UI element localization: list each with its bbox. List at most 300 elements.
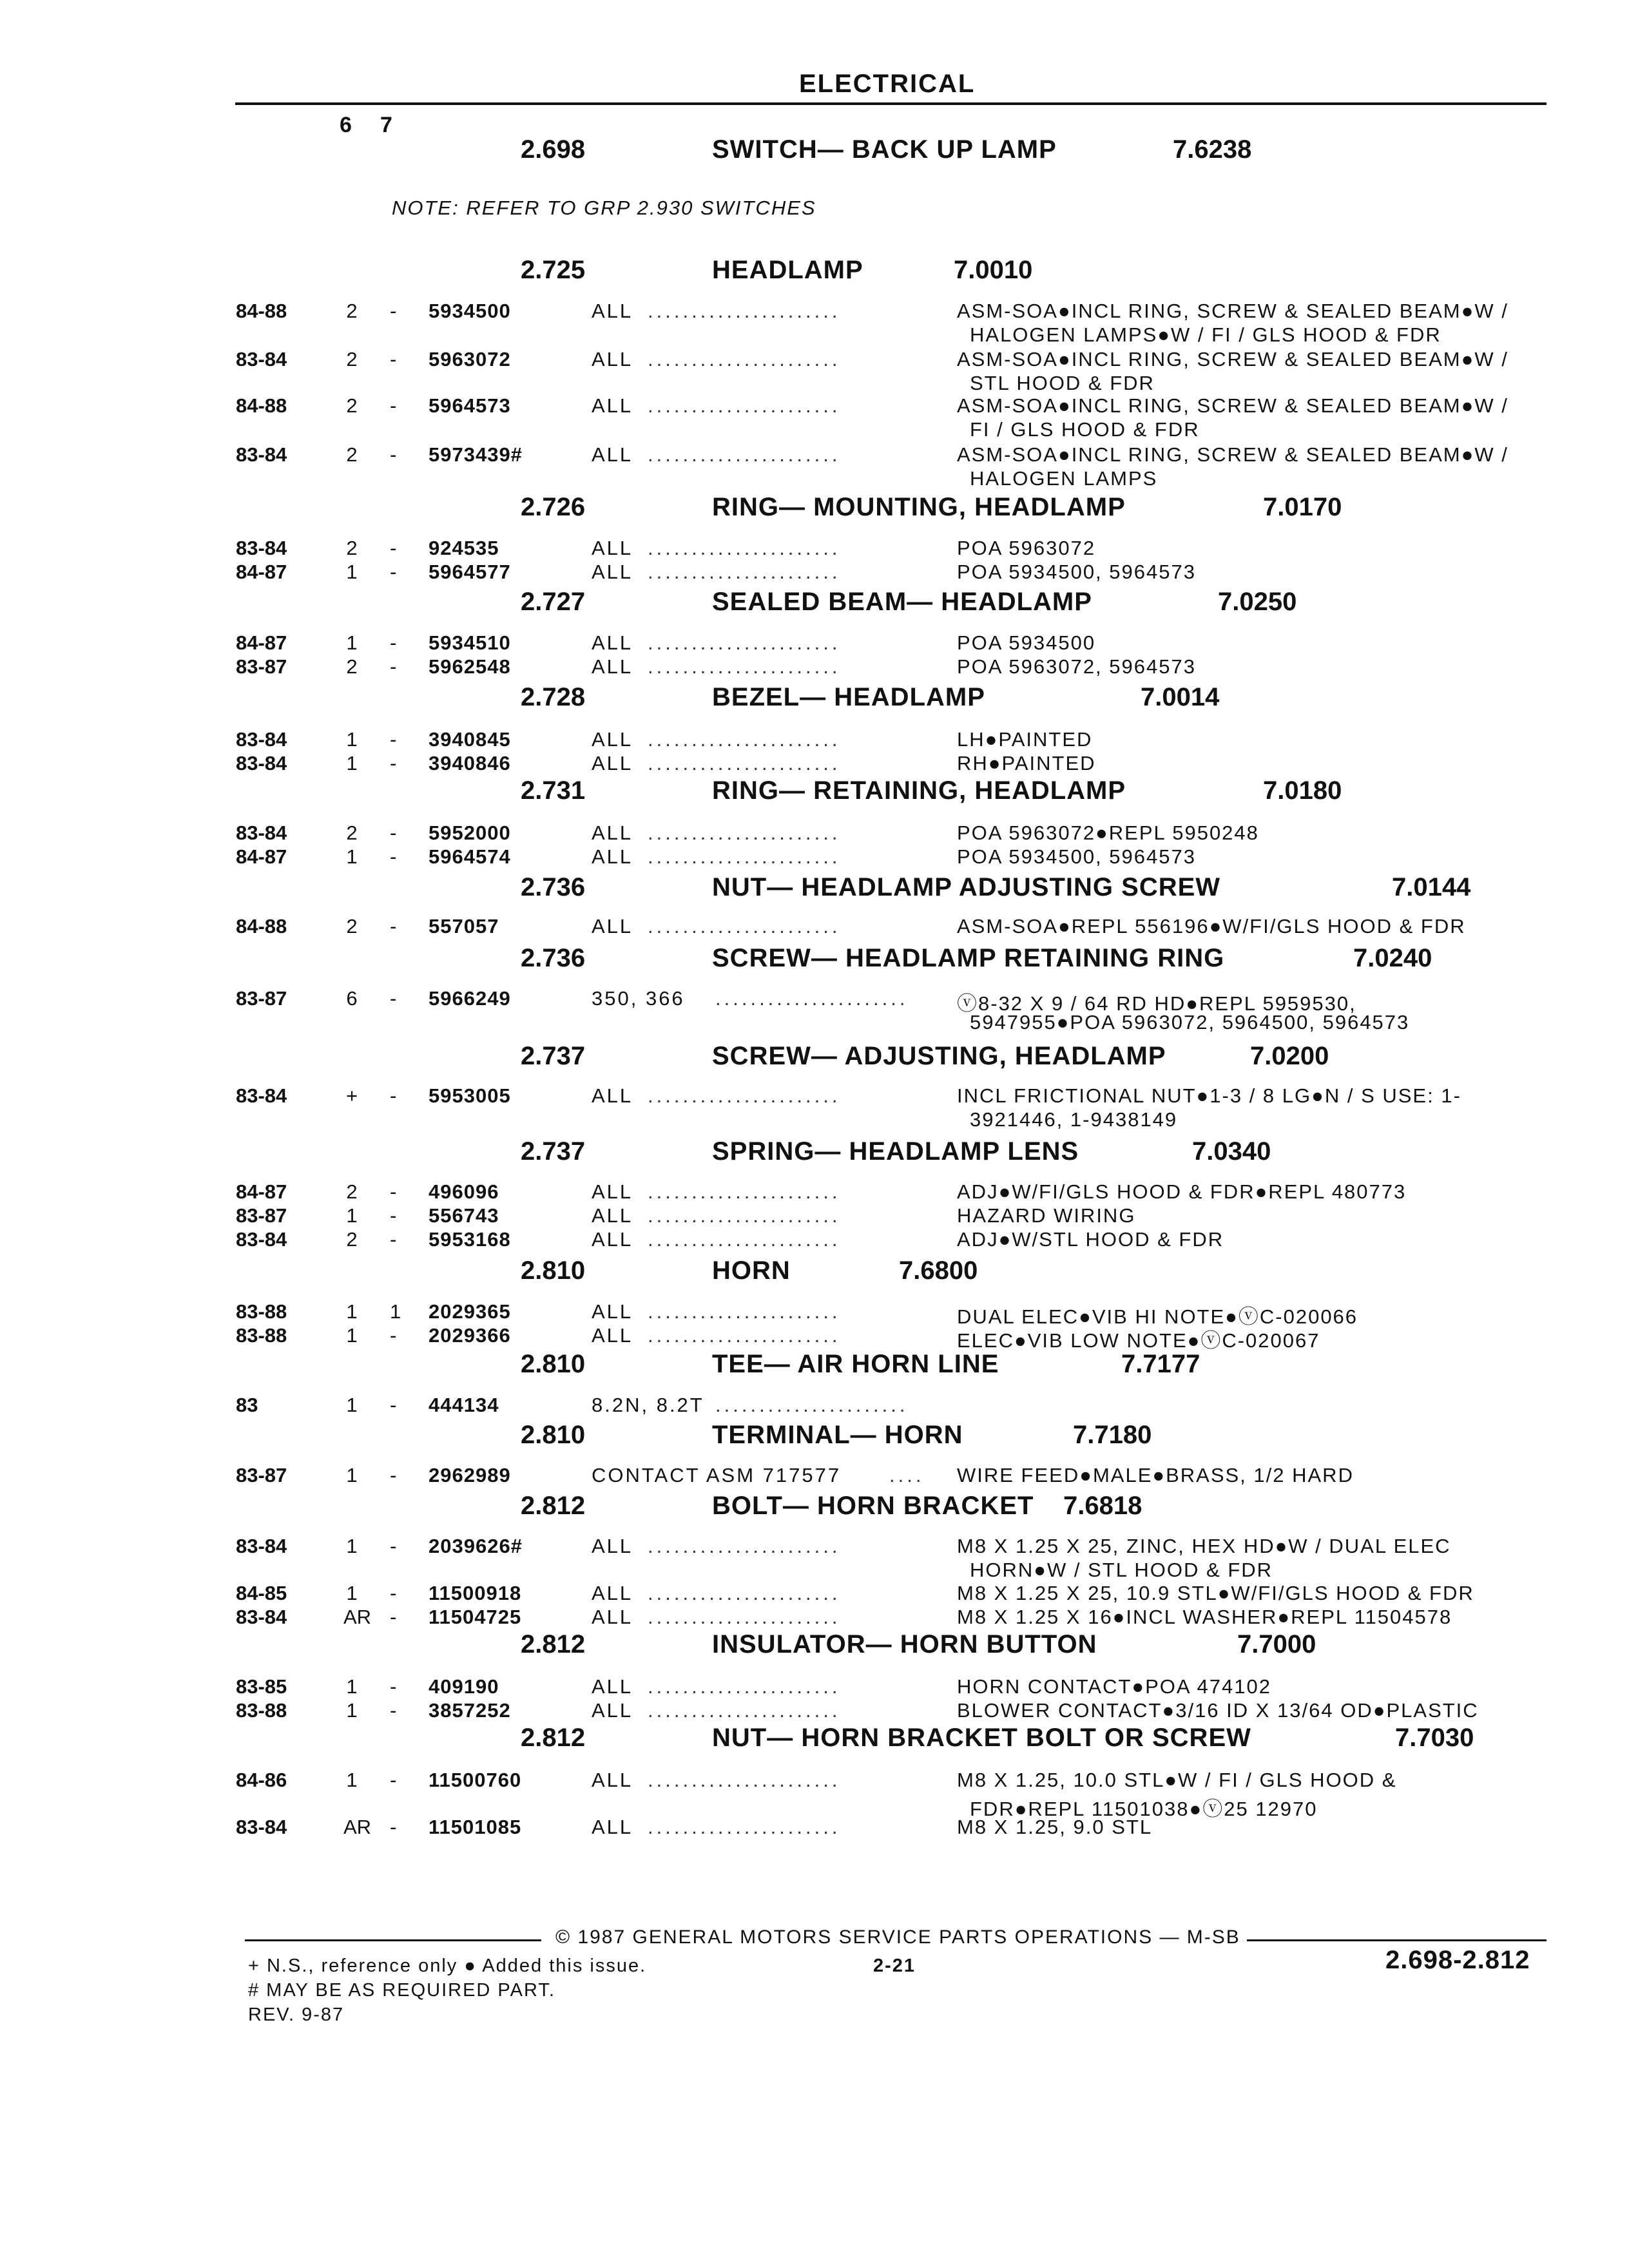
part-row: [0, 300, 1629, 346]
group-number: 2.737: [521, 1137, 586, 1166]
model-applicability: ALL: [592, 1769, 633, 1791]
quantity-alt: -: [390, 1464, 397, 1486]
part-number: 924535: [429, 537, 499, 559]
section-note: NOTE: REFER TO GRP 2.930 SWITCHES: [392, 197, 816, 219]
model-applicability: ALL: [592, 300, 633, 322]
remark-continued: HORN●W / STL HOOD & FDR: [970, 1559, 1273, 1581]
remark: POA 5934500: [957, 631, 1096, 654]
quantity: 1: [346, 752, 358, 774]
quantity: 2: [346, 655, 358, 678]
remark-continued: FDR●REPL 11501038●ⓥ25 12970: [970, 1798, 1318, 1820]
part-row: [0, 443, 1629, 490]
part-number: 11500760: [429, 1769, 522, 1791]
remark: HAZARD WIRING: [957, 1204, 1136, 1227]
footer-copyright: © 1987 GENERAL MOTORS SERVICE PARTS OPERATIONS — M-SB: [555, 1927, 1240, 1948]
part-row: [0, 987, 1629, 1033]
part-row: [0, 394, 1629, 441]
section-header: [0, 1724, 1629, 1756]
quantity: 1: [346, 728, 358, 751]
part-number: 5962548: [429, 655, 511, 678]
dot-leader: ......................: [648, 728, 841, 751]
group-code: 7.0250: [1218, 588, 1297, 616]
quantity: 2: [346, 443, 358, 466]
part-number: 5934500: [429, 300, 511, 322]
dot-leader: ......................: [648, 845, 841, 868]
part-number: 496096: [429, 1180, 499, 1203]
model-years: 84-87: [236, 1180, 287, 1203]
section-header: [0, 135, 1629, 168]
group-number: 2.736: [521, 944, 586, 972]
remark-continued: 3921446, 1-9438149: [970, 1108, 1178, 1131]
quantity-alt: -: [390, 1535, 397, 1557]
quantity-alt: -: [390, 631, 397, 654]
part-number: 5964574: [429, 845, 511, 868]
dot-leader: ......................: [648, 300, 841, 322]
group-code: 7.0170: [1263, 493, 1342, 521]
quantity: +: [345, 1084, 358, 1107]
dot-leader: ......................: [648, 1816, 841, 1838]
dot-leader: ......................: [648, 1582, 841, 1604]
page-header: [0, 0, 1629, 137]
part-row: [0, 915, 1629, 941]
dot-leader: ......................: [648, 1324, 841, 1347]
quantity: 1: [346, 1464, 358, 1486]
part-description: NUT— HEADLAMP ADJUSTING SCREW: [712, 873, 1221, 901]
part-description: HEADLAMP: [712, 256, 863, 284]
part-number: 557057: [429, 915, 499, 937]
part-row: [0, 1394, 1629, 1419]
quantity: 2: [346, 822, 358, 844]
section-header: [0, 256, 1629, 288]
footer-legend-as-required: # MAY BE AS REQUIRED PART.: [248, 1980, 555, 2001]
part-row: [0, 1300, 1629, 1326]
group-number: 2.810: [521, 1350, 586, 1378]
quantity: 6: [346, 987, 358, 1010]
header-rule: [235, 102, 1547, 105]
model-years: 83-84: [236, 728, 287, 751]
model-years: 83-84: [236, 822, 287, 844]
quantity: AR: [343, 1816, 372, 1838]
dot-leader: ......................: [648, 561, 841, 583]
group-code: 7.0200: [1250, 1042, 1329, 1070]
quantity: 1: [346, 1769, 358, 1791]
section-header: [0, 588, 1629, 620]
part-description: HORN: [712, 1256, 791, 1285]
section-header: [0, 1256, 1629, 1289]
remark-continued: FI / GLS HOOD & FDR: [970, 418, 1200, 441]
model-years: 83-84: [236, 1535, 287, 1557]
quantity: 1: [346, 631, 358, 654]
model-applicability: ALL: [592, 394, 633, 417]
quantity-alt: -: [390, 728, 397, 751]
part-description: SWITCH— BACK UP LAMP: [712, 135, 1057, 164]
dot-leader: ......................: [648, 631, 841, 654]
quantity-alt: -: [390, 1606, 397, 1628]
group-code: 7.7000: [1237, 1630, 1316, 1658]
model-applicability: ALL: [592, 537, 633, 559]
group-code: 7.6238: [1173, 135, 1252, 164]
group-number: 2.731: [521, 776, 586, 805]
part-row: [0, 537, 1629, 562]
model-years: 84-87: [236, 845, 287, 868]
part-number: 3857252: [429, 1699, 511, 1722]
model-years: 83-84: [236, 1606, 287, 1628]
model-applicability: ALL: [592, 845, 633, 868]
part-row: [0, 1606, 1629, 1631]
model-years: 83-85: [236, 1675, 287, 1698]
remark: POA 5963072●REPL 5950248: [957, 822, 1259, 844]
model-years: 83-87: [236, 987, 287, 1010]
quantity-alt: -: [390, 1582, 397, 1604]
quantity: 1: [346, 845, 358, 868]
part-number: 5966249: [429, 987, 511, 1010]
group-code: 7.6800: [899, 1256, 978, 1285]
remark: POA 5934500, 5964573: [957, 561, 1196, 583]
model-applicability: ALL: [592, 1816, 633, 1838]
part-row: [0, 1464, 1629, 1490]
section-header: [0, 944, 1629, 976]
part-description: SCREW— ADJUSTING, HEADLAMP: [712, 1042, 1166, 1070]
section-header: [0, 493, 1629, 525]
group-number: 2.725: [521, 256, 586, 284]
part-row: [0, 822, 1629, 847]
quantity: 1: [346, 1394, 358, 1416]
model-years: 84-85: [236, 1582, 287, 1604]
quantity-alt: -: [390, 1816, 397, 1838]
remark: LH●PAINTED: [957, 728, 1093, 751]
column-number-7: 7: [380, 113, 392, 137]
quantity: 2: [346, 348, 358, 370]
quantity: 1: [346, 1324, 358, 1347]
part-row: [0, 728, 1629, 754]
remark: ASM-SOA●REPL 556196●W/FI/GLS HOOD & FDR: [957, 915, 1466, 937]
group-code: 7.0010: [954, 256, 1033, 284]
model-applicability: ALL: [592, 1180, 633, 1203]
part-number: 2029366: [429, 1324, 511, 1347]
group-number: 2.812: [521, 1492, 586, 1520]
remark: ASM-SOA●INCL RING, SCREW & SEALED BEAM●W /: [957, 443, 1509, 466]
quantity-alt: -: [390, 845, 397, 868]
group-number: 2.812: [521, 1630, 586, 1658]
model-applicability: ALL: [592, 443, 633, 466]
model-years: 83-84: [236, 1816, 287, 1838]
quantity-alt: -: [390, 443, 397, 466]
part-number: 5952000: [429, 822, 511, 844]
quantity: 1: [346, 1675, 358, 1698]
section-header: [0, 683, 1629, 715]
model-applicability: ALL: [592, 1228, 633, 1251]
model-years: 83-84: [236, 1084, 287, 1107]
part-number: 11501085: [429, 1816, 522, 1838]
model-years: 84-87: [236, 631, 287, 654]
section-header: [0, 1421, 1629, 1453]
group-number: 2.726: [521, 493, 586, 521]
part-row: [0, 631, 1629, 657]
part-description: TEE— AIR HORN LINE: [712, 1350, 999, 1378]
dot-leader: ......................: [648, 537, 841, 559]
group-code: 7.0180: [1263, 776, 1342, 805]
footer-legend-reference: + N.S., reference only ● Added this issue.: [248, 1956, 647, 1976]
part-description: BEZEL— HEADLAMP: [712, 683, 985, 711]
group-code: 7.7180: [1073, 1421, 1152, 1449]
section-header: [0, 1137, 1629, 1169]
footer-rule-right: [1247, 1939, 1547, 1941]
model-years: 84-88: [236, 394, 287, 417]
remark: ⓥ8-32 X 9 / 64 RD HD●REPL 5959530,: [957, 992, 1356, 1015]
remark: WIRE FEED●MALE●BRASS, 1/2 HARD: [957, 1464, 1354, 1486]
quantity-alt: -: [390, 655, 397, 678]
quantity-alt: -: [390, 987, 397, 1010]
dot-leader: ....: [889, 1464, 925, 1486]
quantity-alt: -: [390, 1394, 397, 1416]
part-row: [0, 1699, 1629, 1725]
quantity-alt: -: [390, 1204, 397, 1227]
part-row: [0, 1816, 1629, 1841]
part-row: [0, 845, 1629, 871]
group-number: 2.728: [521, 683, 586, 711]
model-applicability: ALL: [592, 915, 633, 937]
part-number: 3940846: [429, 752, 511, 774]
part-number: 5964573: [429, 394, 511, 417]
quantity-alt: -: [390, 752, 397, 774]
dot-leader: ......................: [648, 1699, 841, 1722]
quantity-alt: -: [390, 1228, 397, 1251]
model-years: 83-84: [236, 752, 287, 774]
part-row: [0, 1084, 1629, 1131]
remark: ADJ●W/FI/GLS HOOD & FDR●REPL 480773: [957, 1180, 1407, 1203]
dot-leader: ......................: [648, 443, 841, 466]
dot-leader: ......................: [648, 1675, 841, 1698]
section-header: [0, 776, 1629, 809]
part-number: 5973439#: [429, 443, 523, 466]
remark: POA 5963072: [957, 537, 1096, 559]
model-applicability: ALL: [592, 728, 633, 751]
dot-leader: ......................: [648, 752, 841, 774]
dot-leader: ......................: [715, 987, 909, 1010]
part-number: 2039626#: [429, 1535, 523, 1557]
part-number: 2962989: [429, 1464, 511, 1486]
model-applicability: ALL: [592, 1084, 633, 1107]
remark: RH●PAINTED: [957, 752, 1096, 774]
group-code: 7.0014: [1141, 683, 1220, 711]
page-title: ELECTRICAL: [799, 70, 976, 98]
quantity: 2: [346, 1180, 358, 1203]
group-number: 2.810: [521, 1421, 586, 1449]
section-header: [0, 1492, 1629, 1524]
part-description: SPRING— HEADLAMP LENS: [712, 1137, 1079, 1166]
model-applicability: ALL: [592, 1606, 633, 1628]
quantity: 2: [346, 1228, 358, 1251]
section-header: [0, 873, 1629, 905]
part-description: RING— RETAINING, HEADLAMP: [712, 776, 1126, 805]
group-number: 2.737: [521, 1042, 586, 1070]
remark: ELEC●VIB LOW NOTE●ⓥC-020067: [957, 1329, 1320, 1352]
model-years: 84-88: [236, 915, 287, 937]
part-number: 5953168: [429, 1228, 511, 1251]
part-row: [0, 1535, 1629, 1581]
group-code: 7.0144: [1392, 873, 1471, 901]
model-applicability: ALL: [592, 752, 633, 774]
part-number: 444134: [429, 1394, 499, 1416]
part-row: [0, 1180, 1629, 1206]
quantity-alt: -: [390, 1324, 397, 1347]
model-years: 83-84: [236, 348, 287, 370]
remark: M8 X 1.25 X 25, 10.9 STL●W/FI/GLS HOOD & FDR: [957, 1582, 1474, 1604]
dot-leader: ......................: [648, 1535, 841, 1557]
model-years: 83-87: [236, 1204, 287, 1227]
model-applicability: ALL: [592, 1204, 633, 1227]
part-number: 2029365: [429, 1300, 511, 1323]
group-number: 2.736: [521, 873, 586, 901]
quantity-alt: -: [390, 1180, 397, 1203]
remark: POA 5934500, 5964573: [957, 845, 1196, 868]
remark: ASM-SOA●INCL RING, SCREW & SEALED BEAM●W /: [957, 394, 1509, 417]
part-row: [0, 1228, 1629, 1254]
quantity: 1: [346, 1582, 358, 1604]
quantity: 1: [346, 1300, 358, 1323]
remark: M8 X 1.25 X 25, ZINC, HEX HD●W / DUAL ELEC: [957, 1535, 1451, 1557]
remark-continued: STL HOOD & FDR: [970, 372, 1155, 394]
dot-leader: ......................: [715, 1394, 909, 1416]
remark: INCL FRICTIONAL NUT●1-3 / 8 LG●N / S USE: 1-: [957, 1084, 1461, 1107]
model-applicability: ALL: [592, 822, 633, 844]
group-number: 2.698: [521, 135, 586, 164]
part-description: SCREW— HEADLAMP RETAINING RING: [712, 944, 1225, 972]
group-code: 7.7177: [1121, 1350, 1200, 1378]
dot-leader: ......................: [648, 655, 841, 678]
remark: M8 X 1.25 X 16●INCL WASHER●REPL 11504578: [957, 1606, 1452, 1628]
quantity: AR: [343, 1606, 372, 1628]
dot-leader: ......................: [648, 1228, 841, 1251]
quantity-alt: -: [390, 1084, 397, 1107]
remark: ADJ●W/STL HOOD & FDR: [957, 1228, 1224, 1251]
part-row: [0, 1324, 1629, 1350]
group-code: 7.7030: [1395, 1724, 1474, 1752]
model-applicability: CONTACT ASM 717577: [592, 1464, 842, 1486]
quantity-alt: -: [390, 348, 397, 370]
remark-continued: HALOGEN LAMPS: [970, 467, 1158, 490]
model-applicability: 8.2N, 8.2T: [592, 1394, 704, 1416]
quantity-alt: -: [390, 300, 397, 322]
dot-leader: ......................: [648, 1084, 841, 1107]
model-years: 84-86: [236, 1769, 287, 1791]
column-number-6: 6: [340, 113, 352, 137]
model-applicability: ALL: [592, 1675, 633, 1698]
quantity: 1: [346, 1535, 358, 1557]
quantity: 1: [346, 1204, 358, 1227]
group-code: 7.0340: [1192, 1137, 1271, 1166]
group-code: 7.0240: [1353, 944, 1432, 972]
model-years: 83-88: [236, 1300, 287, 1323]
group-number: 2.727: [521, 588, 586, 616]
quantity-alt: -: [390, 1769, 397, 1791]
model-applicability: ALL: [592, 1699, 633, 1722]
dot-leader: ......................: [648, 1606, 841, 1628]
model-applicability: ALL: [592, 348, 633, 370]
quantity: 1: [346, 561, 358, 583]
model-years: 84-87: [236, 561, 287, 583]
quantity-alt: -: [390, 1675, 397, 1698]
group-code: 7.6818: [1063, 1492, 1142, 1520]
part-number: 409190: [429, 1675, 499, 1698]
model-years: 83-84: [236, 443, 287, 466]
dot-leader: ......................: [648, 1204, 841, 1227]
footer-page-number: 2-21: [873, 1956, 916, 1976]
model-applicability: ALL: [592, 561, 633, 583]
remark-continued: HALOGEN LAMPS●W / FI / GLS HOOD & FDR: [970, 323, 1441, 346]
part-row: [0, 752, 1629, 778]
quantity-alt: -: [390, 537, 397, 559]
quantity: 2: [346, 394, 358, 417]
quantity-alt: -: [390, 915, 397, 937]
model-years: 83-88: [236, 1324, 287, 1347]
model-years: 84-88: [236, 300, 287, 322]
model-years: 83-84: [236, 537, 287, 559]
model-applicability: ALL: [592, 1582, 633, 1604]
part-row: [0, 348, 1629, 394]
part-row: [0, 1204, 1629, 1230]
part-description: TERMINAL— HORN: [712, 1421, 963, 1449]
quantity: 1: [346, 1699, 358, 1722]
footer-group-range: 2.698-2.812: [1385, 1946, 1530, 1974]
remark-continued: 5947955●POA 5963072, 5964500, 5964573: [970, 1011, 1410, 1033]
group-number: 2.812: [521, 1724, 586, 1752]
part-number: 5953005: [429, 1084, 511, 1107]
dot-leader: ......................: [648, 822, 841, 844]
remark: M8 X 1.25, 10.0 STL●W / FI / GLS HOOD &: [957, 1769, 1397, 1791]
group-number: 2.810: [521, 1256, 586, 1285]
model-years: 83-87: [236, 655, 287, 678]
section-header: [0, 1630, 1629, 1662]
dot-leader: ......................: [648, 348, 841, 370]
part-number: 11504725: [429, 1606, 522, 1628]
quantity-alt: -: [390, 394, 397, 417]
footer-rule-left: [245, 1939, 541, 1941]
dot-leader: ......................: [648, 1769, 841, 1791]
part-description: RING— MOUNTING, HEADLAMP: [712, 493, 1126, 521]
quantity: 2: [346, 300, 358, 322]
model-applicability: 350, 366: [592, 987, 685, 1010]
part-description: NUT— HORN BRACKET BOLT OR SCREW: [712, 1724, 1251, 1752]
quantity: 2: [346, 915, 358, 937]
part-row: [0, 1675, 1629, 1701]
remark: HORN CONTACT●POA 474102: [957, 1675, 1271, 1698]
quantity-alt: -: [390, 1699, 397, 1722]
model-years: 83: [236, 1394, 258, 1416]
part-description: INSULATOR— HORN BUTTON: [712, 1630, 1097, 1658]
model-applicability: ALL: [592, 631, 633, 654]
section-header: [0, 1042, 1629, 1074]
model-applicability: ALL: [592, 1324, 633, 1347]
part-row: [0, 561, 1629, 586]
model-years: 83-87: [236, 1464, 287, 1486]
part-description: SEALED BEAM— HEADLAMP: [712, 588, 1092, 616]
part-number: 556743: [429, 1204, 499, 1227]
part-number: 5963072: [429, 348, 511, 370]
remark: ASM-SOA●INCL RING, SCREW & SEALED BEAM●W /: [957, 300, 1509, 322]
remark: ASM-SOA●INCL RING, SCREW & SEALED BEAM●W /: [957, 348, 1509, 370]
quantity-alt: -: [390, 822, 397, 844]
part-row: [0, 655, 1629, 681]
model-applicability: ALL: [592, 1300, 633, 1323]
dot-leader: ......................: [648, 1300, 841, 1323]
remark: POA 5963072, 5964573: [957, 655, 1196, 678]
remark: M8 X 1.25, 9.0 STL: [957, 1816, 1153, 1838]
dot-leader: ......................: [648, 915, 841, 937]
quantity: 2: [346, 537, 358, 559]
part-description: BOLT— HORN BRACKET: [712, 1492, 1034, 1520]
remark: BLOWER CONTACT●3/16 ID X 13/64 OD●PLASTIC: [957, 1699, 1479, 1722]
